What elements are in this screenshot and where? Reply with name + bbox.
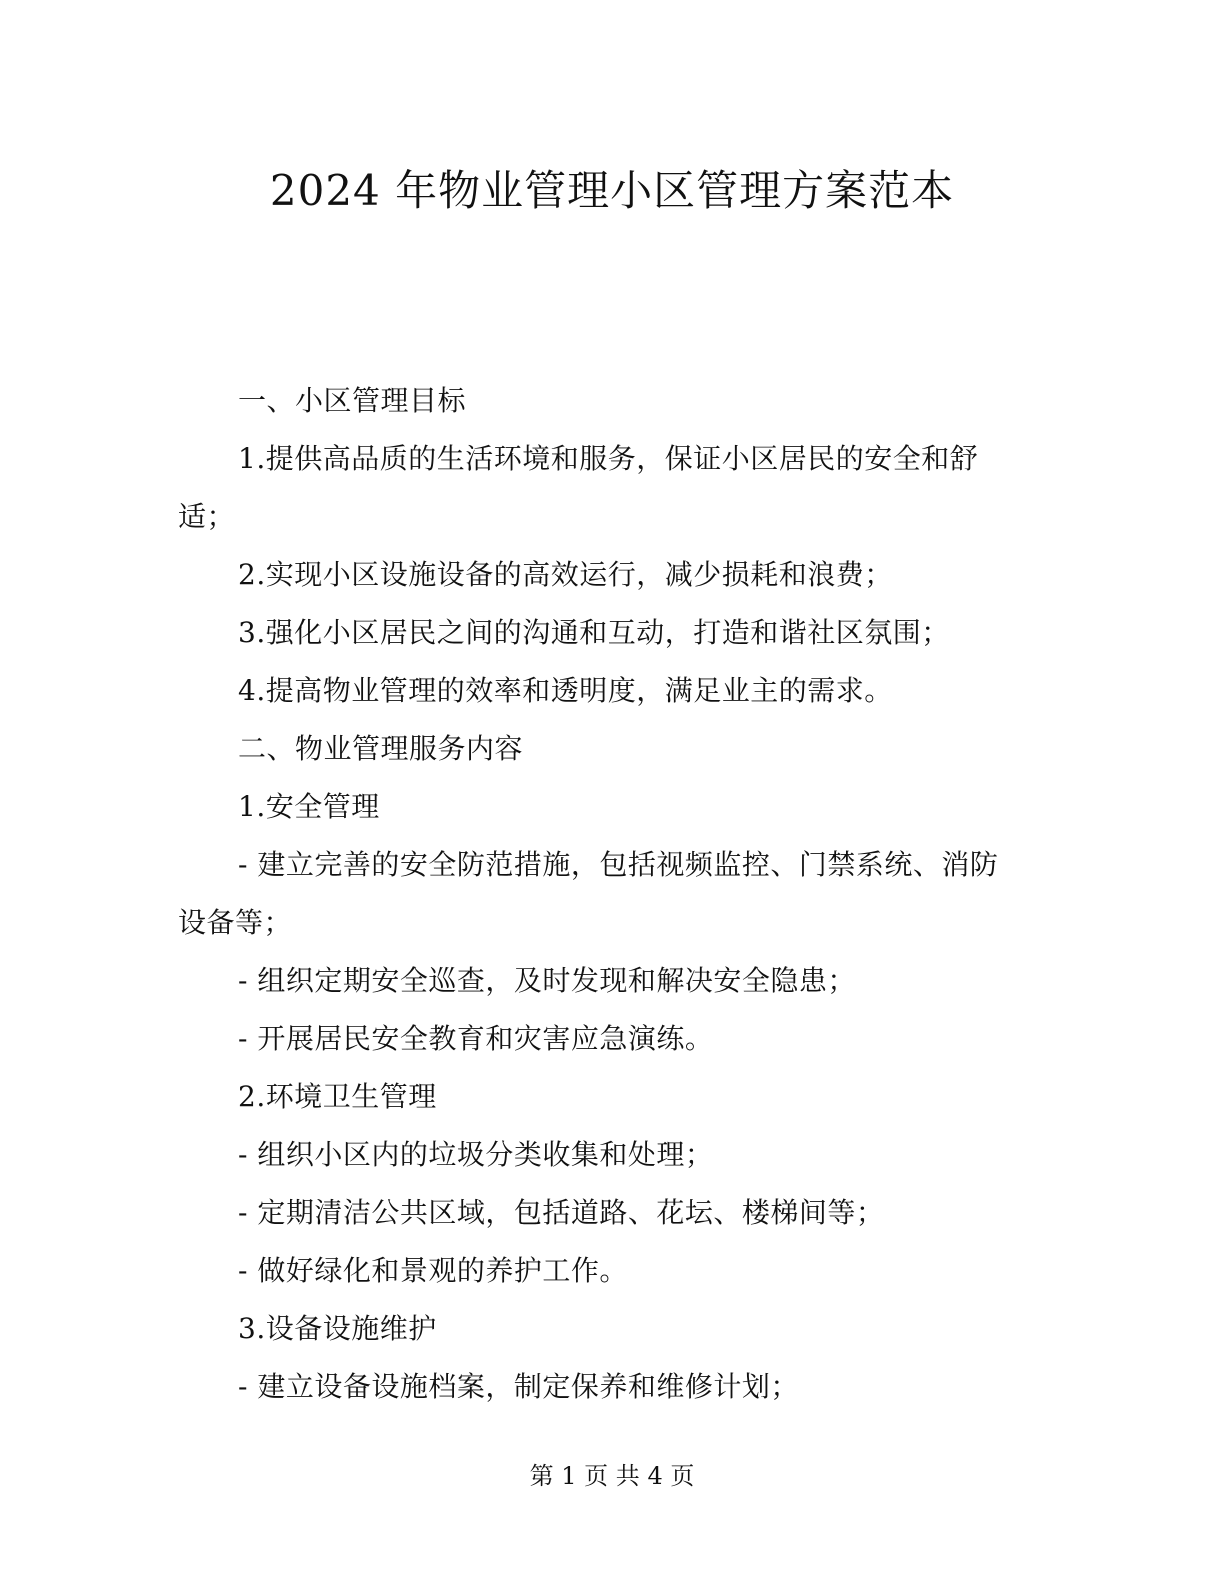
goal-item-3: 3.强化小区居民之间的沟通和互动，打造和谐社区氛围； bbox=[238, 616, 950, 649]
security-item-1: - 建立完善的安全防范措施，包括视频监控、门禁系统、消防设备等； bbox=[178, 848, 999, 939]
goal-item-4: 4.提高物业管理的效率和透明度，满足业主的需求。 bbox=[238, 674, 893, 707]
subsection-heading-security: 1.安全管理 bbox=[238, 790, 380, 823]
subsection-heading-sanitation: 2.环境卫生管理 bbox=[238, 1080, 437, 1113]
section-heading-service-content: 二、物业管理服务内容 bbox=[238, 732, 524, 765]
section-heading-management-goals: 一、小区管理目标 bbox=[238, 384, 467, 417]
goal-item-2: 2.实现小区设施设备的高效运行，减少损耗和浪费； bbox=[238, 558, 893, 591]
equipment-item-1: - 建立设备设施档案，制定保养和维修计划； bbox=[238, 1370, 799, 1403]
sanitation-item-3: - 做好绿化和景观的养护工作。 bbox=[238, 1254, 628, 1287]
goal-item-1: 1.提供高品质的生活环境和服务，保证小区居民的安全和舒适； bbox=[178, 442, 979, 533]
sanitation-item-1: - 组织小区内的垃圾分类收集和处理； bbox=[238, 1138, 714, 1171]
sanitation-item-2: - 定期清洁公共区域，包括道路、花坛、楼梯间等； bbox=[238, 1196, 885, 1229]
security-item-2: - 组织定期安全巡查，及时发现和解决安全隐患； bbox=[238, 964, 856, 997]
subsection-heading-equipment: 3.设备设施维护 bbox=[238, 1312, 437, 1345]
security-item-3: - 开展居民安全教育和灾害应急演练。 bbox=[238, 1022, 714, 1055]
document-body bbox=[178, 372, 1018, 1416]
document-title: 2024 年物业管理小区管理方案范本 bbox=[269, 166, 955, 215]
page-footer: 第 1 页 共 4 页 bbox=[529, 1462, 695, 1490]
